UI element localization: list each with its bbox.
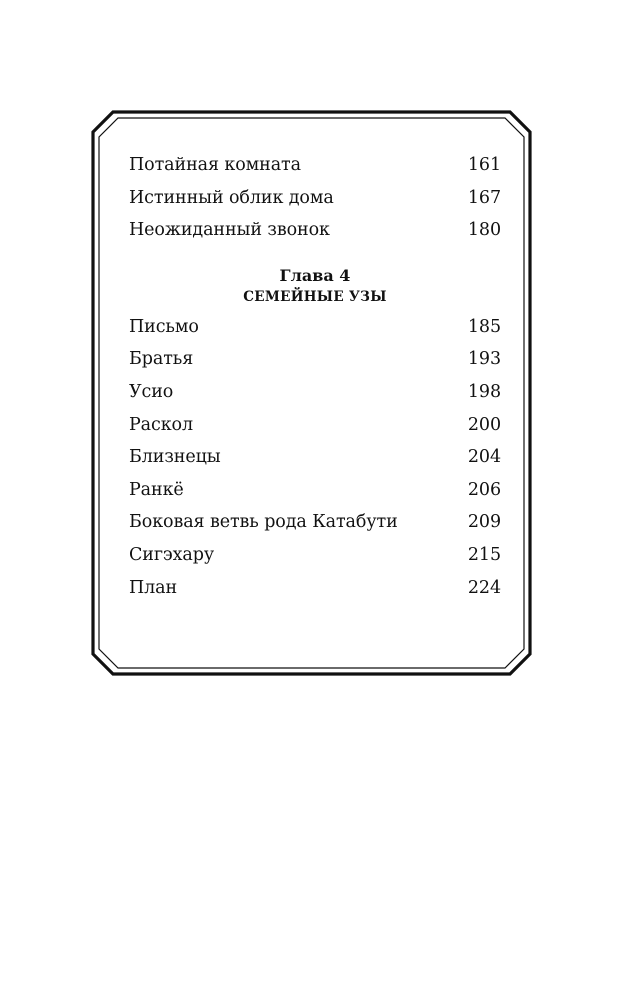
toc-entry-title: Близнецы xyxy=(129,447,221,468)
toc-entry-page: 167 xyxy=(467,187,501,208)
toc-entry-title: Истинный облик дома xyxy=(129,187,334,208)
toc-entry[interactable] xyxy=(129,317,501,350)
toc-entry-page: 224 xyxy=(467,577,501,598)
chapter-number: Глава 4 xyxy=(279,265,351,285)
toc-entry-title: Ранкё xyxy=(129,479,184,500)
toc-entry-title: Письмо xyxy=(129,316,199,337)
toc-section-before xyxy=(129,155,501,253)
toc-entry[interactable] xyxy=(129,349,501,382)
chapter-title: СЕМЕЙНЫЕ УЗЫ xyxy=(243,288,387,305)
toc-entry-page: 198 xyxy=(467,381,501,402)
toc-entry[interactable] xyxy=(129,415,501,448)
toc-entry-title: Потайная комната xyxy=(129,155,301,175)
toc-entry-title: Раскол xyxy=(129,414,193,435)
toc-entry[interactable] xyxy=(129,578,501,611)
toc-section-after xyxy=(129,317,501,610)
toc-entry-page: 193 xyxy=(467,349,501,370)
table-of-contents xyxy=(129,155,501,610)
toc-entry[interactable] xyxy=(129,512,501,545)
toc-entry-page: 180 xyxy=(467,220,501,241)
toc-entry[interactable] xyxy=(129,447,501,480)
toc-entry-title: План xyxy=(129,577,178,598)
chapter-heading xyxy=(129,265,501,307)
toc-entry[interactable] xyxy=(129,545,501,578)
toc-entry-title: Братья xyxy=(129,349,194,370)
toc-entry[interactable] xyxy=(129,480,501,513)
toc-entry[interactable] xyxy=(129,382,501,415)
toc-entry-page: 161 xyxy=(467,155,501,175)
toc-entry-title: Усио xyxy=(129,381,174,402)
toc-entry-title: Боковая ветвь рода Катабути xyxy=(129,512,398,533)
toc-entry[interactable] xyxy=(129,220,501,253)
toc-entry-title: Сигэхару xyxy=(129,544,215,565)
toc-entry-page: 204 xyxy=(467,447,501,468)
toc-entry[interactable] xyxy=(129,155,501,188)
toc-entry[interactable] xyxy=(129,188,501,221)
toc-entry-title: Неожиданный звонок xyxy=(129,220,330,241)
toc-entry-page: 206 xyxy=(467,479,501,500)
toc-entry-page: 200 xyxy=(467,414,501,435)
toc-entry-page: 209 xyxy=(467,512,501,533)
toc-entry-page: 185 xyxy=(467,316,501,337)
toc-entry-page: 215 xyxy=(467,544,501,565)
